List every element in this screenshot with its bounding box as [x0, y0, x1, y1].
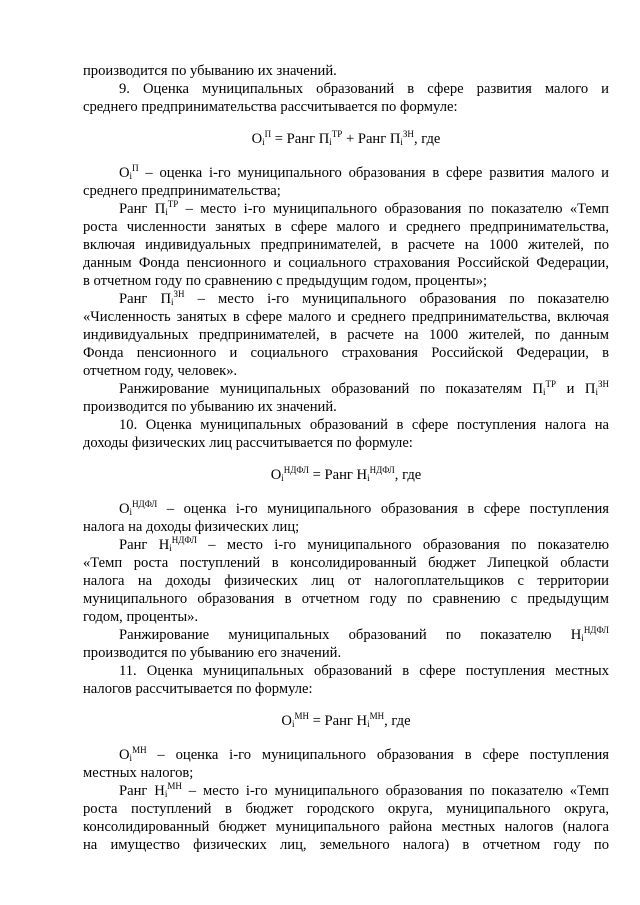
- definition-line: Ранг $П_i^{ЗН}$ – место i-го муниципального образования по показателю: [119, 289, 609, 307]
- text-line: среднего предпринимательства рассчитывается по формуле:: [83, 99, 458, 115]
- text-line: индивидуальных предпринимателей, в расчете на 1000 жителей, по данным: [83, 327, 609, 343]
- formula-3: $О_i^{МН}$ = Ранг $Н_i^{МН}$, где: [281, 711, 411, 729]
- text-line: данным Фонда пенсионного и социального страхования Российской Федерации,: [83, 255, 609, 271]
- formula-2: $О_i^{НДФЛ}$ = Ранг $Н_i^{НДФЛ}$, где: [270, 465, 422, 483]
- text-line: местных налогов;: [83, 765, 194, 781]
- text-line: производится по убыванию их значений.: [83, 63, 337, 79]
- text-line: годом, проценты».: [83, 609, 199, 625]
- text-line: Фонда пенсионного и социального страхования Российской Федерации, в: [83, 345, 609, 361]
- text-line: отчетном году, человек».: [83, 363, 238, 379]
- text-line: производится по убыванию его значений.: [83, 645, 342, 661]
- text-line: консолидированный бюджет муниципального района местных налогов (налога: [83, 819, 609, 835]
- text-line: доходы физических лиц рассчитывается по формуле:: [83, 435, 413, 451]
- text-line: в отчетном году по сравнению с предыдущим годом, проценты»;: [83, 273, 488, 289]
- text-line: среднего предпринимательства;: [83, 183, 281, 199]
- definition-line: $О_i^П$ – оценка i-го муниципального образования в сфере развития малого и: [119, 163, 609, 181]
- text-line: Ранжирование муниципальных образований по показателям $П_i^{ТР}$ и $П_i^{ЗН}$: [119, 379, 609, 397]
- text-line: «Темп роста поступлений в консолидированный бюджет Липецкой области: [83, 555, 609, 571]
- item-11-heading: 11. Оценка муниципальных образований в сфере поступления местных: [119, 663, 609, 679]
- definition-line: $О_i^{МН}$ – оценка i-го муниципального образования в сфере поступления: [119, 745, 609, 763]
- formula-1: $О_i^П$ = Ранг $П_i^{ТР}$ + Ранг $П_i^{ЗН}$, где: [251, 129, 441, 147]
- definition-line: Ранг $Н_i^{МН}$ – место i-го муниципального образования по показателю «Темп: [119, 781, 609, 799]
- text-line: налога на доходы физических лиц;: [83, 519, 300, 535]
- definition-line: Ранг $Н_i^{НДФЛ}$ – место i-го муниципального образования по показателю: [119, 535, 610, 553]
- text-line: на имущество физических лиц, земельного налога) в отчетном году по: [83, 837, 609, 853]
- text-line: «Численность занятых в сфере малого и среднего предпринимательства, включая: [83, 309, 609, 325]
- text-line: налогов рассчитывается по формуле:: [83, 681, 313, 697]
- text-line: налога на доходы физических лиц от налогоплательщиков с территории: [83, 573, 609, 589]
- item-9-heading: 9. Оценка муниципальных образований в сфере развития малого и: [119, 81, 609, 97]
- text-line: производится по убыванию их значений.: [83, 399, 337, 415]
- text-line: включая индивидуальных предпринимателей, в расчете на 1000 жителей, по: [83, 237, 609, 253]
- definition-line: Ранг $П_i^{ТР}$ – место i-го муниципального образования по показателю «Темп: [119, 199, 609, 217]
- item-10-heading: 10. Оценка муниципальных образований в сфере поступления налога на: [119, 417, 609, 433]
- definition-line: $О_i^{НДФЛ}$ – оценка i-го муниципального образования в сфере поступления: [119, 499, 609, 517]
- text-line: роста поступлений в бюджет городского округа, муниципального округа,: [83, 801, 609, 817]
- text-line: Ранжирование муниципальных образований по показателю $Н_i^{НДФЛ}$: [119, 625, 609, 643]
- text-line: роста численности занятых в сфере малого и среднего предпринимательства,: [83, 219, 609, 235]
- text-line: муниципального образования в отчетном году по сравнению с предыдущим: [83, 591, 609, 607]
